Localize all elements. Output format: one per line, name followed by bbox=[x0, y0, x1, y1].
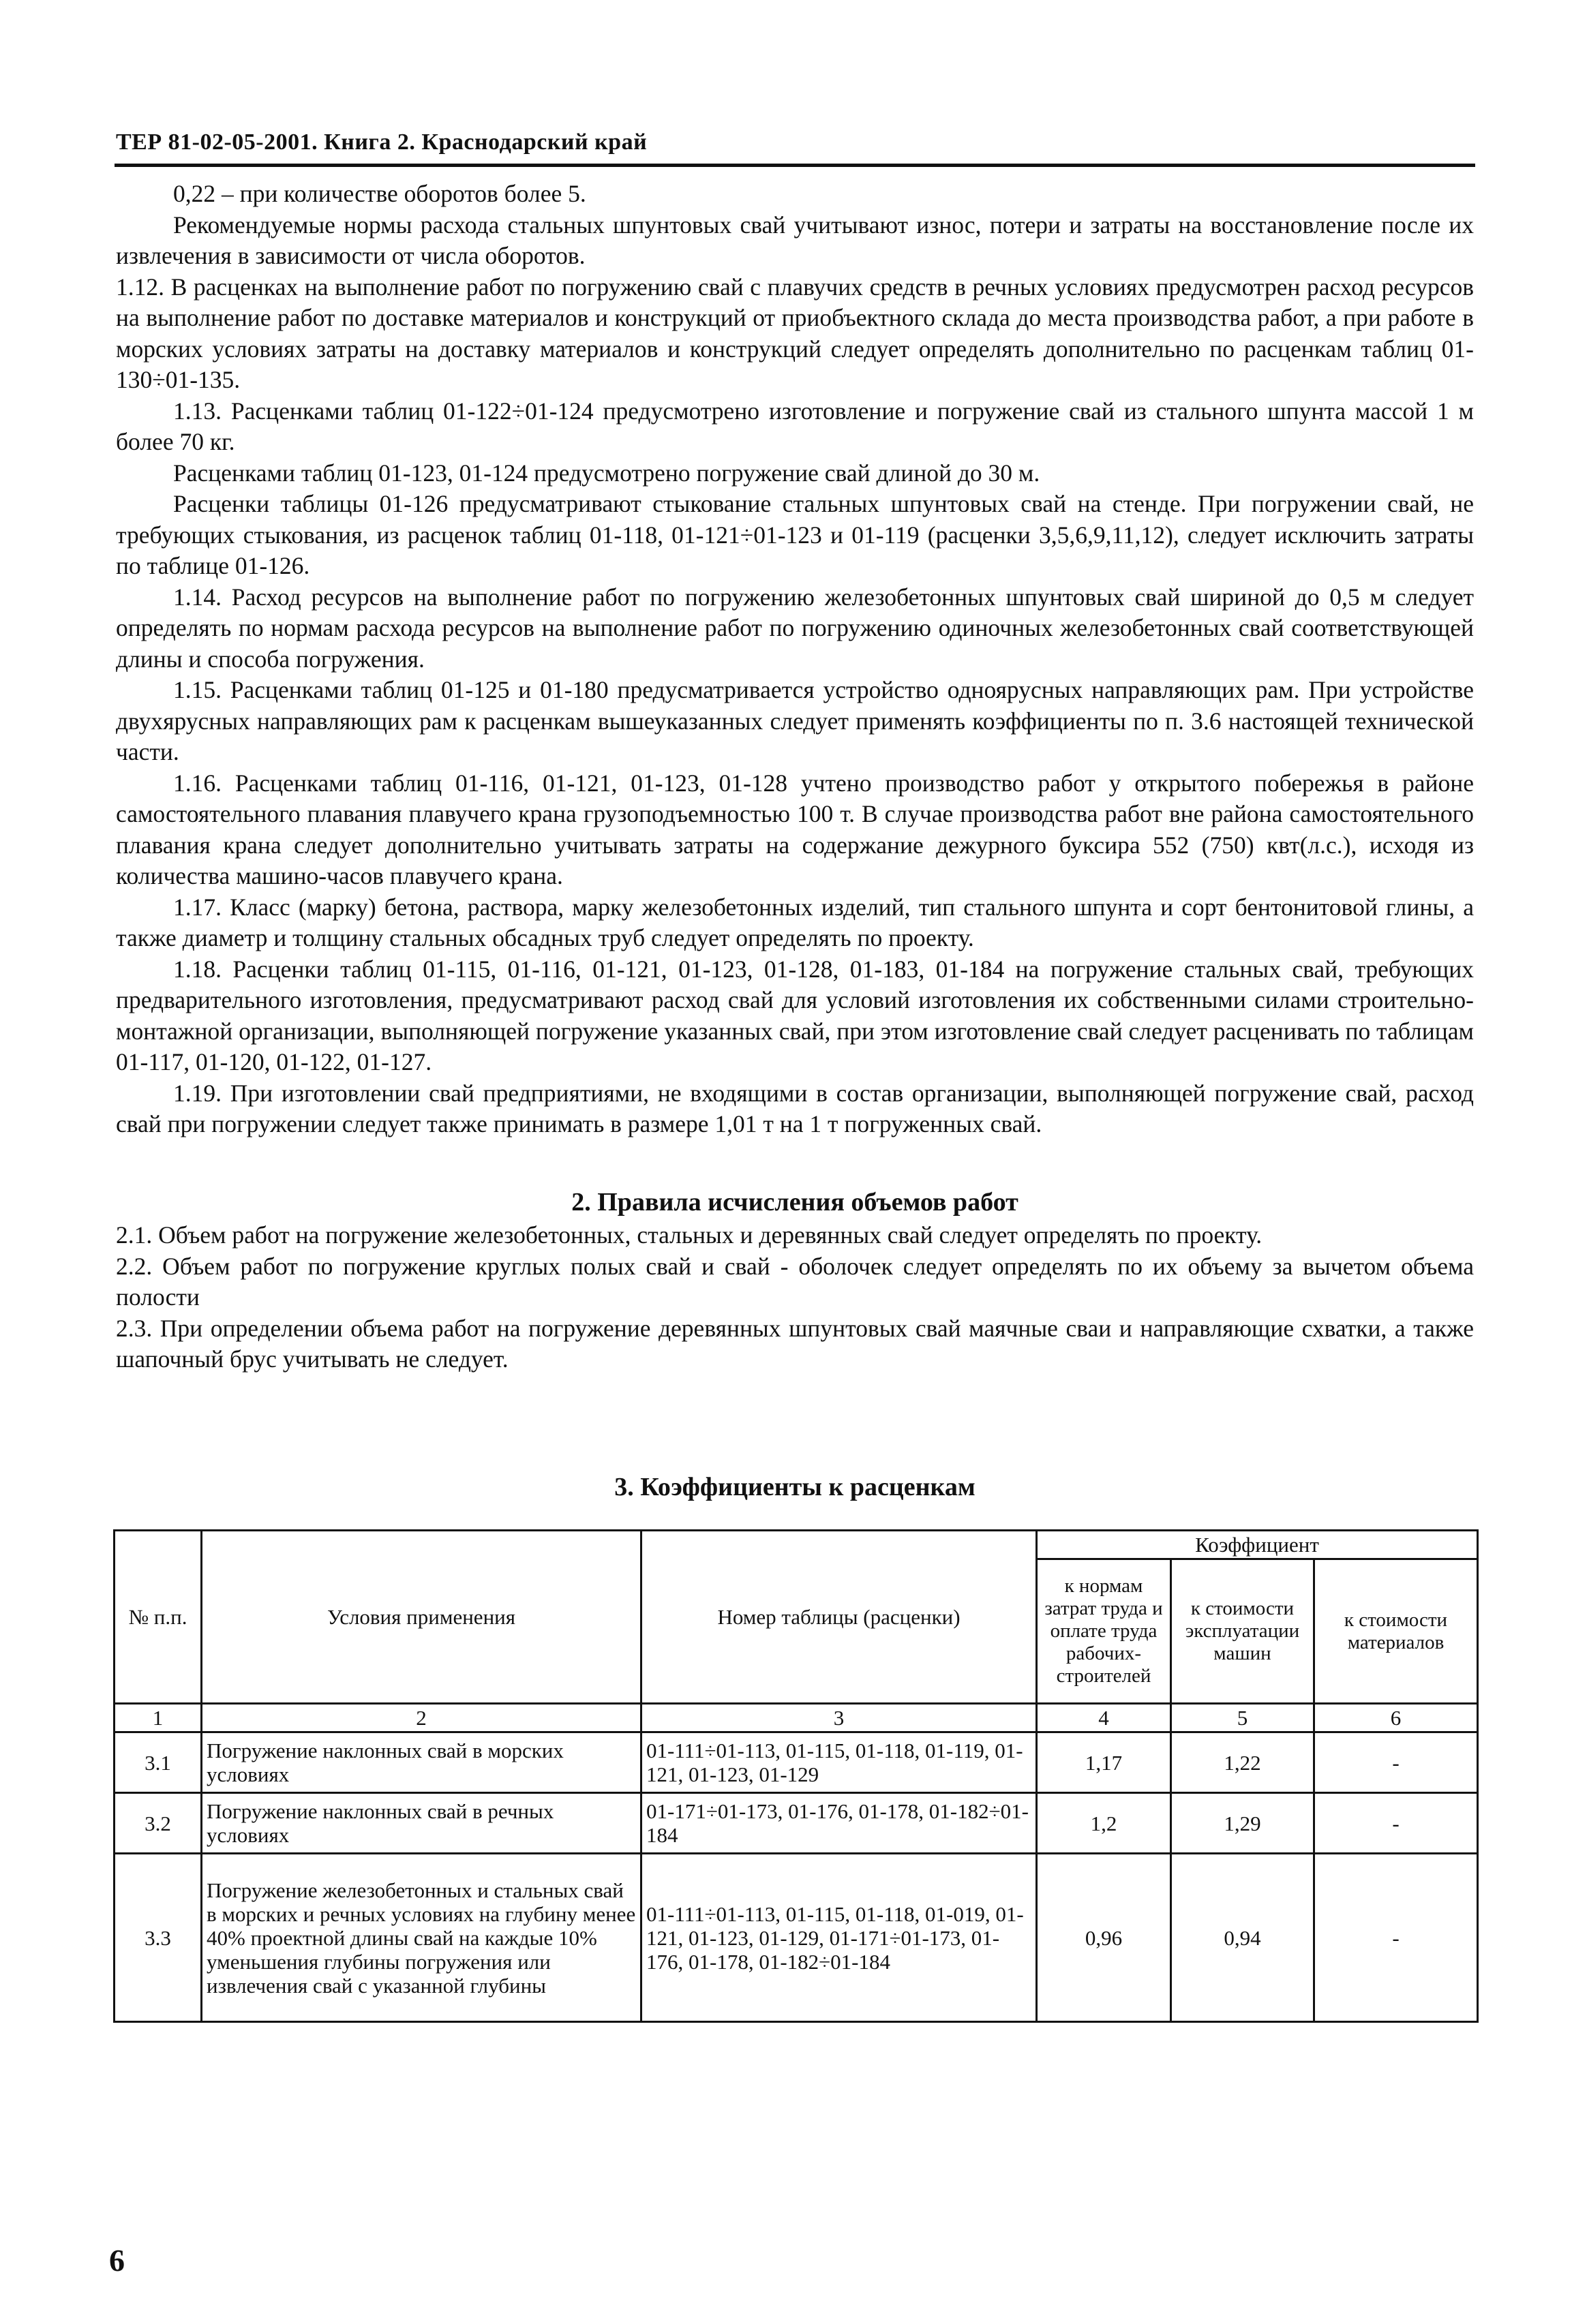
paragraph: Рекомендуемые нормы расхода стальных шпунтовых свай учитывают износ, потери и затраты на восстановление после их извлечения в зависимости от числа оборотов. bbox=[116, 211, 1474, 269]
row-conditions: Погружение железобетонных и стальных свай в морских и речных условиях на глубину менее 40% проектной длины свай на каждые 10% уменьшения глубины погружения или извлечения свай с указанной глубины bbox=[202, 1854, 641, 2022]
row-num: 3.3 bbox=[115, 1854, 202, 2022]
paragraph: 1.14. Расход ресурсов на выполнение работ по погружению железобетонных шпунтовых свай шириной до 0,5 м следует определять по нормам расхода ресурсов на выполнение работ по погружению одиночных железобетонных свай соответствующей длины и способа погружения. bbox=[116, 583, 1474, 673]
section-2-title: 2. Правила исчисления объемов работ bbox=[571, 1188, 1018, 1217]
row-machines: 0,94 bbox=[1171, 1854, 1314, 2022]
header-divider bbox=[115, 164, 1475, 167]
row-materials: - bbox=[1314, 1854, 1478, 2022]
paragraph: Расценки таблицы 01-126 предусматривают стыкование стальных шпунтовых свай на стенде. При погружении свай, не требующих стыкования, из расценок таблиц 01-118, 01-121÷01-123 и 01-119 (расценки 3,5,6,9,11,12), следует исключить затраты по таблице 01-126. bbox=[116, 490, 1474, 579]
header-coefficient-group: Коэффициент bbox=[1037, 1531, 1478, 1559]
header-machines: к стоимости эксплуатации машин bbox=[1171, 1559, 1314, 1704]
row-labor: 1,2 bbox=[1037, 1793, 1171, 1854]
header-materials: к стоимости материалов bbox=[1314, 1559, 1478, 1704]
coefficients-table bbox=[113, 1529, 1479, 2023]
row-machines: 1,29 bbox=[1171, 1793, 1314, 1854]
running-header: ТЕР 81-02-05-2001. Книга 2. Краснодарский край bbox=[116, 129, 648, 155]
column-number: 6 bbox=[1314, 1704, 1478, 1732]
table-row bbox=[115, 1732, 1478, 1793]
header-labor: к нормам затрат труда и оплате труда рабочих-строителей bbox=[1037, 1559, 1171, 1704]
page-number: 6 bbox=[109, 2243, 125, 2278]
header-conditions: Условия применения bbox=[202, 1531, 641, 1704]
column-number: 2 bbox=[202, 1704, 641, 1732]
row-materials: - bbox=[1314, 1732, 1478, 1793]
list-item: 2.1. Объем работ на погружение железобетонных, стальных и деревянных свай следует определять по проекту. bbox=[116, 1221, 1263, 1249]
header-num: № п.п. bbox=[115, 1531, 202, 1704]
row-labor: 1,17 bbox=[1037, 1732, 1171, 1793]
paragraph: 0,22 – при количестве оборотов более 5. bbox=[173, 180, 586, 207]
column-number: 3 bbox=[641, 1704, 1037, 1732]
column-number: 4 bbox=[1037, 1704, 1171, 1732]
section-1-body bbox=[116, 179, 1474, 1140]
paragraph: Расценками таблиц 01-123, 01-124 предусмотрено погружение свай длиной до 30 м. bbox=[173, 459, 1040, 487]
header-table-no: Номер таблицы (расценки) bbox=[641, 1531, 1037, 1704]
row-num: 3.1 bbox=[115, 1732, 202, 1793]
row-conditions: Погружение наклонных свай в морских условиях bbox=[202, 1732, 641, 1793]
row-table-no: 01-111÷01-113, 01-115, 01-118, 01-019, 01-121, 01-123, 01-129, 01-171÷01-173, 01-176, 01-178, 01-182÷01-184 bbox=[641, 1854, 1037, 2022]
row-labor: 0,96 bbox=[1037, 1854, 1171, 2022]
paragraph: 1.18. Расценки таблиц 01-115, 01-116, 01-121, 01-123, 01-128, 01-183, 01-184 на погружение стальных свай, требующих предварительного изготовления, предусматривают расход свай для условий изготовления их собственными силами строительно-монтажной организации, выполняющей погружение указанных свай, при этом изготовление свай следует расценивать по таблицам 01-117, 01-120, 01-122, 01-127. bbox=[116, 955, 1474, 1075]
paragraph: 1.13. Расценками таблиц 01-122÷01-124 предусмотрено изготовление и погружение свай из стального шпунта массой 1 м более 70 кг. bbox=[116, 397, 1474, 455]
table-row bbox=[115, 1793, 1478, 1854]
paragraph: 1.16. Расценками таблиц 01-116, 01-121, 01-123, 01-128 учтено производство работ у открытого побережья в районе самостоятельного плавания плавучего крана грузоподъемностью 100 т. В случае производства работ вне района самостоятельного плавания крана следует дополнительно учитывать затраты на содержание дежурного буксира 552 (750) квт(л.с.), исходя из количества машино-часов плавучего крана. bbox=[116, 769, 1474, 889]
paragraph bbox=[116, 272, 1474, 396]
paragraph: 1.17. Класс (марку) бетона, раствора, марку железобетонных изделий, тип стального шпунта и сорт бентонитовой глины, а также диаметр и толщину стальных обсадных труб следует определять по проекту. bbox=[116, 893, 1474, 951]
row-table-no: 01-171÷01-173, 01-176, 01-178, 01-182÷01-184 bbox=[641, 1793, 1037, 1854]
list-item: 2.2. Объем работ по погружение круглых полых свай и свай - оболочек следует определять по их объему за вычетом объема полости bbox=[116, 1252, 1474, 1311]
section-3-title: 3. Коэффициенты к расценкам bbox=[614, 1473, 976, 1501]
paragraph-text: 1.12. В расценках на выполнение работ по погружению свай с плавучих средств в речных условиях предусмотрен расход ресурсов на выполнение работ по доставке материалов и конструкций от приобъектного склада до места производства работ, а при работе в морских условиях затраты на доставку материалов и конструкций следует определять дополнительно по расценкам таблиц 01-130÷01-135. bbox=[116, 273, 1474, 393]
table-row bbox=[115, 1854, 1478, 2022]
row-conditions: Погружение наклонных свай в речных условиях bbox=[202, 1793, 641, 1854]
column-number: 5 bbox=[1171, 1704, 1314, 1732]
section-2-body bbox=[116, 1220, 1474, 1375]
column-number-row bbox=[115, 1704, 1478, 1732]
row-table-no: 01-111÷01-113, 01-115, 01-118, 01-119, 01-121, 01-123, 01-129 bbox=[641, 1732, 1037, 1793]
list-item: 2.3. При определении объема работ на погружение деревянных шпунтовых свай маячные сваи и направляющие схватки, а также шапочный брус учитывать не следует. bbox=[116, 1314, 1474, 1373]
row-machines: 1,22 bbox=[1171, 1732, 1314, 1793]
paragraph: 1.15. Расценками таблиц 01-125 и 01-180 предусматривается устройство одноярусных направляющих рам. При устройстве двухярусных направляющих рам к расценкам вышеуказанных следует применять коэффициенты по п. 3.6 настоящей технической части. bbox=[116, 676, 1474, 765]
column-number: 1 bbox=[115, 1704, 202, 1732]
paragraph: 1.19. При изготовлении свай предприятиями, не входящими в состав организации, выполняющей погружение свай, расход свай при погружении следует также принимать в размере 1,01 т на 1 т погруженных свай. bbox=[116, 1079, 1474, 1137]
row-num: 3.2 bbox=[115, 1793, 202, 1854]
row-materials: - bbox=[1314, 1793, 1478, 1854]
